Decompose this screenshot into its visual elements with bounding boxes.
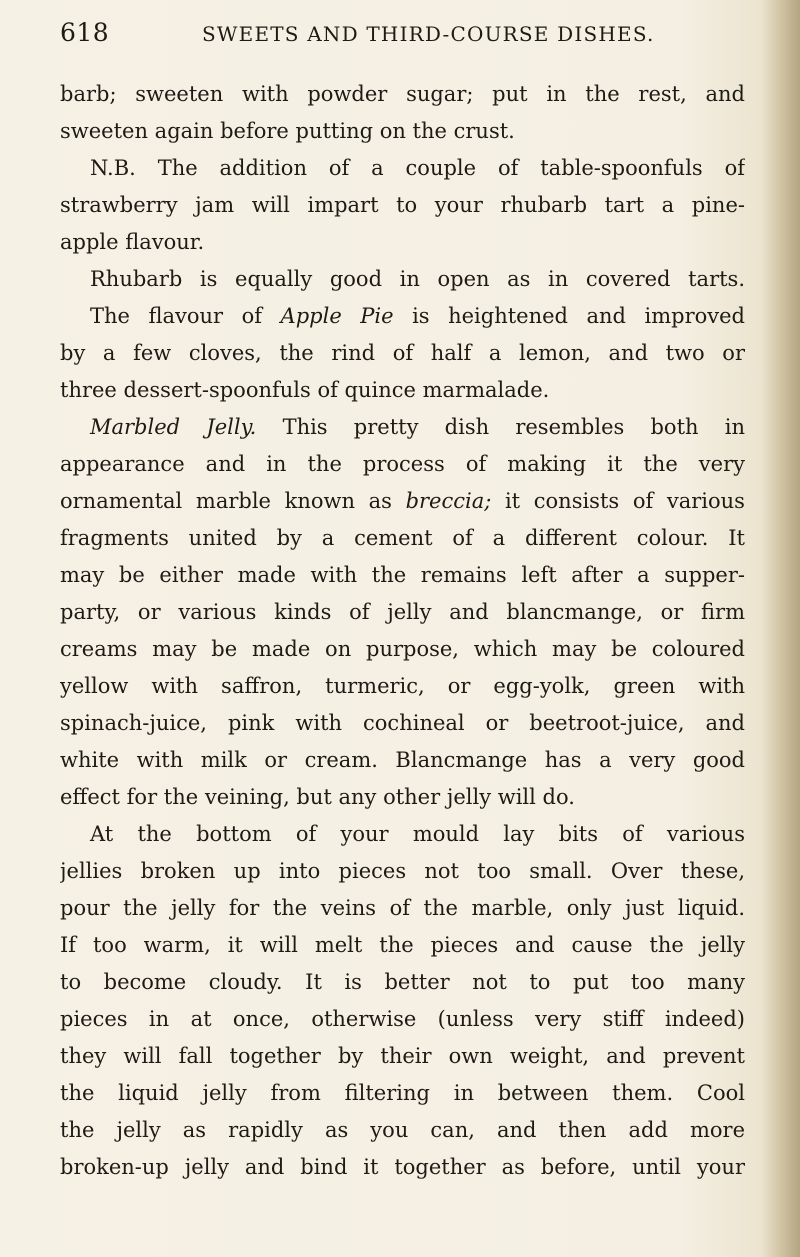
running-head: SWEETS AND THIRD-COURSE DISHES. [202,22,655,46]
text-line: white with milk or cream. Blancmange has a very good [60,748,745,772]
text-line: N.B. The addition of a couple of table-spoonfuls of [90,156,745,180]
text-line: yellow with saffron, turmeric, or egg-yolk, green with [60,674,745,698]
text-line: by a few cloves, the rind of half a lemon, and two or [60,341,745,365]
recipe-title-marbled-jelly: Marbled Jelly. [90,415,257,439]
text-line: If too warm, it will melt the pieces and cause the jelly [60,933,745,957]
text-line: spinach-juice, pink with cochineal or beetroot-juice, and [60,711,745,735]
text-line: sweeten again before putting on the crust. [60,119,515,143]
text-line: three dessert-spoonfuls of quince marmalade. [60,378,550,402]
page-header [60,18,750,54]
page-number: 618 [60,18,110,47]
text-line: appearance and in the process of making it the very [60,452,745,476]
text-line: apple flavour. [60,230,205,254]
text-line: Rhubarb is equally good in open as in covered tarts. [90,267,745,291]
text-line: pour the jelly for the veins of the marble, only just liquid. [60,896,745,920]
text-line: may be either made with the remains left after a supper- [60,563,745,587]
term-breccia: breccia; [405,489,492,513]
page-edge-shadow [762,0,800,1257]
text-line: creams may be made on purpose, which may be coloured [60,637,745,661]
recipe-name-apple-pie: Apple Pie [280,304,394,328]
body-text [60,76,745,1186]
text-line: fragments united by a cement of a different colour. It [60,526,745,550]
text-line: At the bottom of your mould lay bits of various [90,822,745,846]
text-line: the liquid jelly from filtering in between them. Cool [60,1081,745,1105]
text-line: party, or various kinds of jelly and blancmange, or firm [60,600,745,624]
text-line: pieces in at once, otherwise (unless very stiff indeed) [60,1007,745,1031]
text-line: The flavour of Apple Pie is heightened and improved [90,304,745,328]
text-line: they will fall together by their own weight, and prevent [60,1044,745,1068]
text-line: barb; sweeten with powder sugar; put in the rest, and [60,82,745,106]
text-line: the jelly as rapidly as you can, and then add more [60,1118,745,1142]
text-line: strawberry jam will impart to your rhubarb tart a pine- [60,193,745,217]
text-line: to become cloudy. It is better not to put too many [60,970,745,994]
text-line: effect for the veining, but any other jelly will do. [60,785,575,809]
text-line: Marbled Jelly. This pretty dish resembles both in [90,415,745,439]
text-line: jellies broken up into pieces not too small. Over these, [60,859,745,883]
text-line: ornamental marble known as breccia; it consists of various [60,489,745,513]
text-line: broken-up jelly and bind it together as before, until your [60,1155,745,1179]
